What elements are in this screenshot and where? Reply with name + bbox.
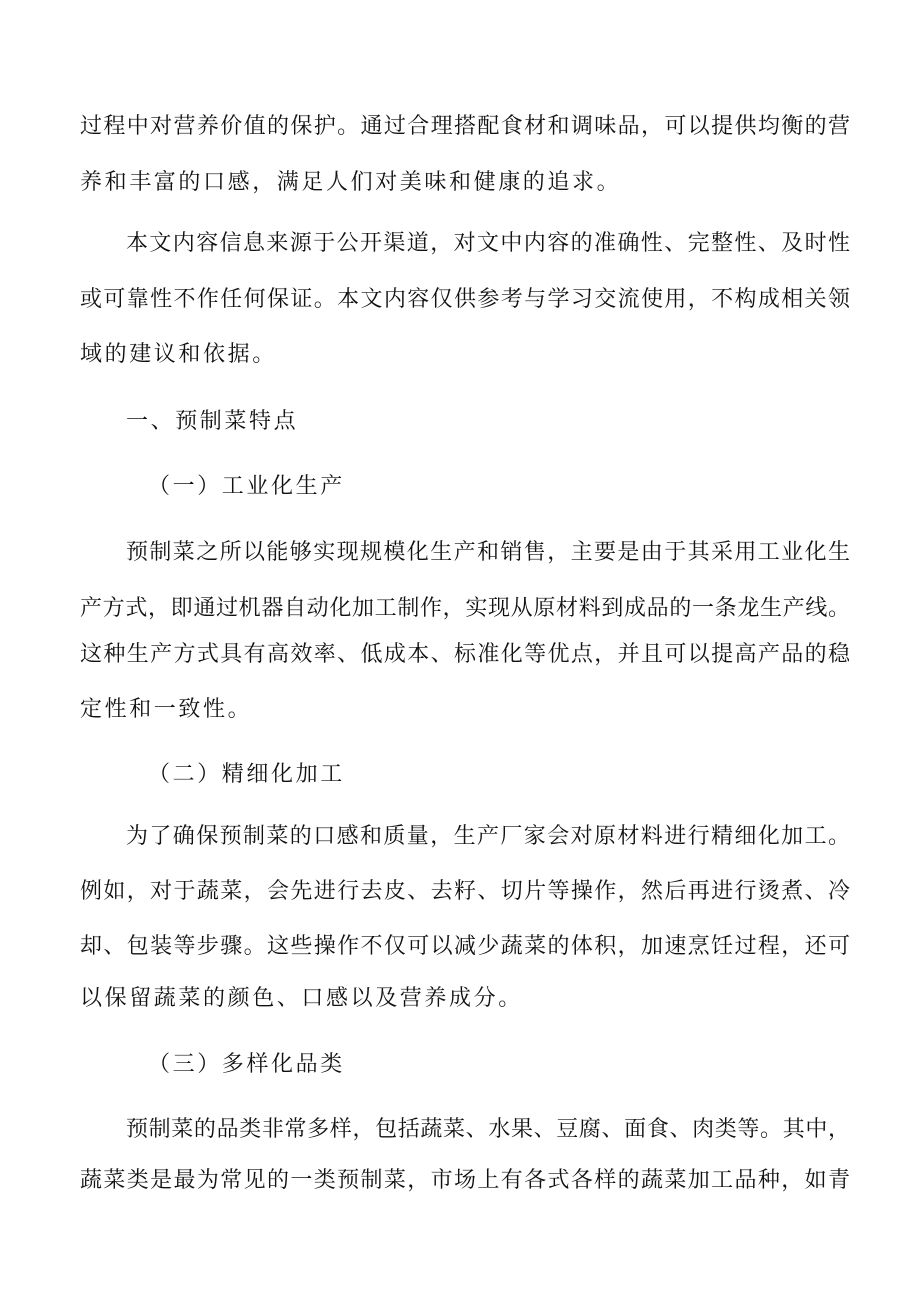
paragraph-line: 例如，对于蔬菜，会先进行去皮、去籽、切片等操作，然后再进行烫煮、冷 [80, 879, 850, 904]
subsection-heading: （一）工业化生产 [148, 474, 345, 499]
paragraph-line: 预制菜之所以能够实现规模化生产和销售，主要是由于其采用工业化生 [126, 540, 850, 565]
paragraph-line: 预制菜的品类非常多样，包括蔬菜、水果、豆腐、面食、肉类等。其中， [126, 1117, 850, 1142]
paragraph-line: 或可靠性不作任何保证。本文内容仅供参考与学习交流使用，不构成相关领 [80, 287, 850, 312]
paragraph-line: 域的建议和依据。 [80, 342, 277, 367]
paragraph-line: 过程中对营养价值的保护。通过合理搭配食材和调味品，可以提供均衡的营 [80, 114, 850, 139]
paragraph-line: 这种生产方式具有高效率、低成本、标准化等优点，并且可以提高产品的稳 [80, 642, 850, 667]
paragraph-line: 蔬菜类是最为常见的一类预制菜，市场上有各式各样的蔬菜加工品种，如青 [80, 1168, 850, 1193]
subsection-heading: （三）多样化品类 [148, 1052, 345, 1077]
subsection-heading: （二）精细化加工 [148, 762, 345, 787]
paragraph-line: 本文内容信息来源于公开渠道，对文中内容的准确性、完整性、及时性 [126, 231, 850, 256]
paragraph-line: 以保留蔬菜的颜色、口感以及营养成分。 [80, 986, 523, 1011]
section-heading: 一、预制菜特点 [126, 409, 299, 434]
paragraph-line: 为了确保预制菜的口感和质量，生产厂家会对原材料进行精细化加工。 [126, 824, 850, 849]
paragraph-line: 定性和一致性。 [80, 697, 253, 722]
paragraph-line: 养和丰富的口感，满足人们对美味和健康的追求。 [80, 170, 622, 195]
paragraph-line: 产方式，即通过机器自动化加工制作，实现从原材料到成品的一条龙生产线。 [80, 596, 850, 621]
paragraph-line: 却、包装等步骤。这些操作不仅可以减少蔬菜的体积，加速烹饪过程，还可 [80, 934, 850, 959]
